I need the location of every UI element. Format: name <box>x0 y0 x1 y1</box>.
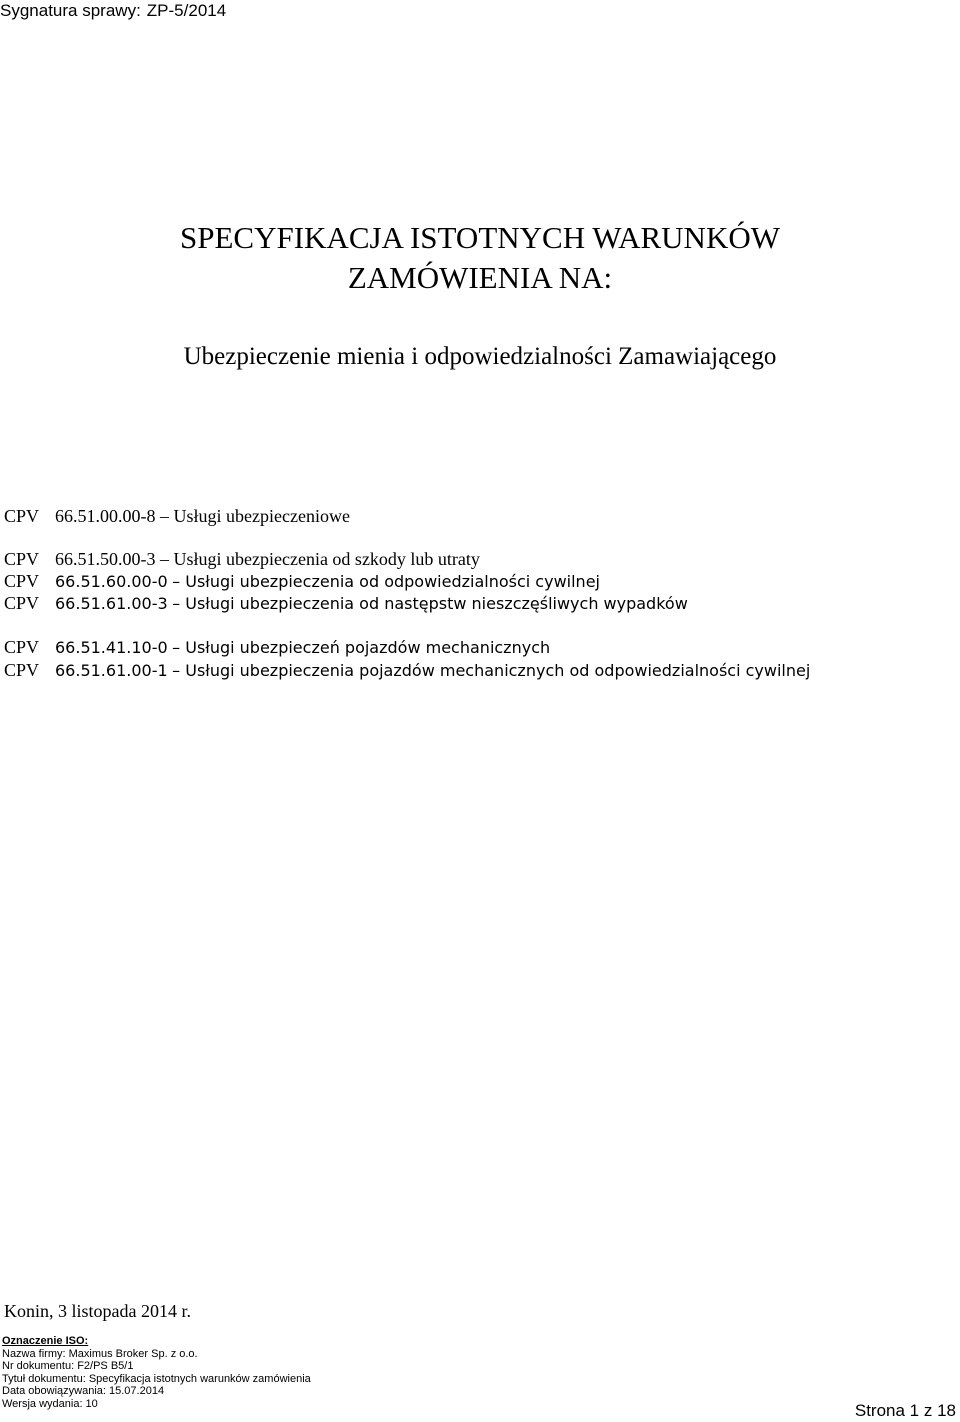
cpv-description: – Usługi ubezpieczeń pojazdów mechanicznych <box>172 638 551 657</box>
cpv-row-2 <box>4 548 480 570</box>
cpv-code: 66.51.50.00-3 <box>55 549 156 569</box>
page-number: Strona 1 z 18 <box>854 1401 956 1420</box>
cpv-code: 66.51.00.00-8 <box>55 506 156 526</box>
place-date-line: Konin, 3 listopada 2014 r. <box>4 1301 191 1321</box>
cpv-description: – Usługi ubezpieczenia od szkody lub utraty <box>160 549 480 569</box>
cpv-prefix: CPV <box>4 660 40 680</box>
cpv-code: 66.51.60.00-0 <box>55 572 168 591</box>
document-title-line-1: SPECYFIKACJA ISTOTNYCH WARUNKÓW <box>180 220 780 255</box>
iso-doc-title: Tytuł dokumentu: Specyfikacja istotnych warunków zamówienia <box>2 1372 311 1385</box>
iso-heading: Oznaczenie ISO: <box>2 1335 89 1347</box>
cpv-prefix: CPV <box>4 549 40 569</box>
cpv-row-4 <box>4 592 688 615</box>
iso-doc-number: Nr dokumentu: F2/PS B5/1 <box>2 1360 134 1373</box>
cpv-description: – Usługi ubezpieczeniowe <box>160 506 350 526</box>
document-title-line-2: ZAMÓWIENIA NA: <box>347 260 613 295</box>
case-signature <box>0 0 226 22</box>
iso-metadata-block <box>2 1335 311 1411</box>
cpv-row-5 <box>4 636 550 659</box>
cpv-description: – Usługi ubezpieczenia od następstw nieszczęśliwych wypadków <box>172 594 688 613</box>
cpv-prefix: CPV <box>4 593 40 613</box>
document-subtitle: Ubezpieczenie mienia i odpowiedzialności Zamawiającego <box>183 343 777 370</box>
cpv-row-3 <box>4 570 600 593</box>
cpv-row-6 <box>4 659 810 682</box>
cpv-code: 66.51.41.10-0 <box>55 638 168 657</box>
cpv-code: 66.51.61.00-3 <box>55 594 168 613</box>
case-signature-label: Sygnatura sprawy: <box>0 1 141 20</box>
iso-company: Nazwa firmy: Maximus Broker Sp. z o.o. <box>2 1347 198 1360</box>
iso-version: Wersja wydania: 10 <box>2 1397 98 1410</box>
cpv-description: – Usługi ubezpieczenia pojazdów mechanicznych od odpowiedzialności cywilnej <box>172 661 811 680</box>
case-signature-value: ZP-5/2014 <box>146 1 227 20</box>
cpv-prefix: CPV <box>4 571 40 591</box>
cpv-prefix: CPV <box>4 637 40 657</box>
cpv-row-1 <box>4 505 350 527</box>
cpv-prefix: CPV <box>4 506 40 526</box>
cpv-code: 66.51.61.00-1 <box>55 661 168 680</box>
iso-valid-date: Data obowiązywania: 15.07.2014 <box>2 1385 165 1398</box>
cpv-description: – Usługi ubezpieczenia od odpowiedzialności cywilnej <box>172 572 600 591</box>
